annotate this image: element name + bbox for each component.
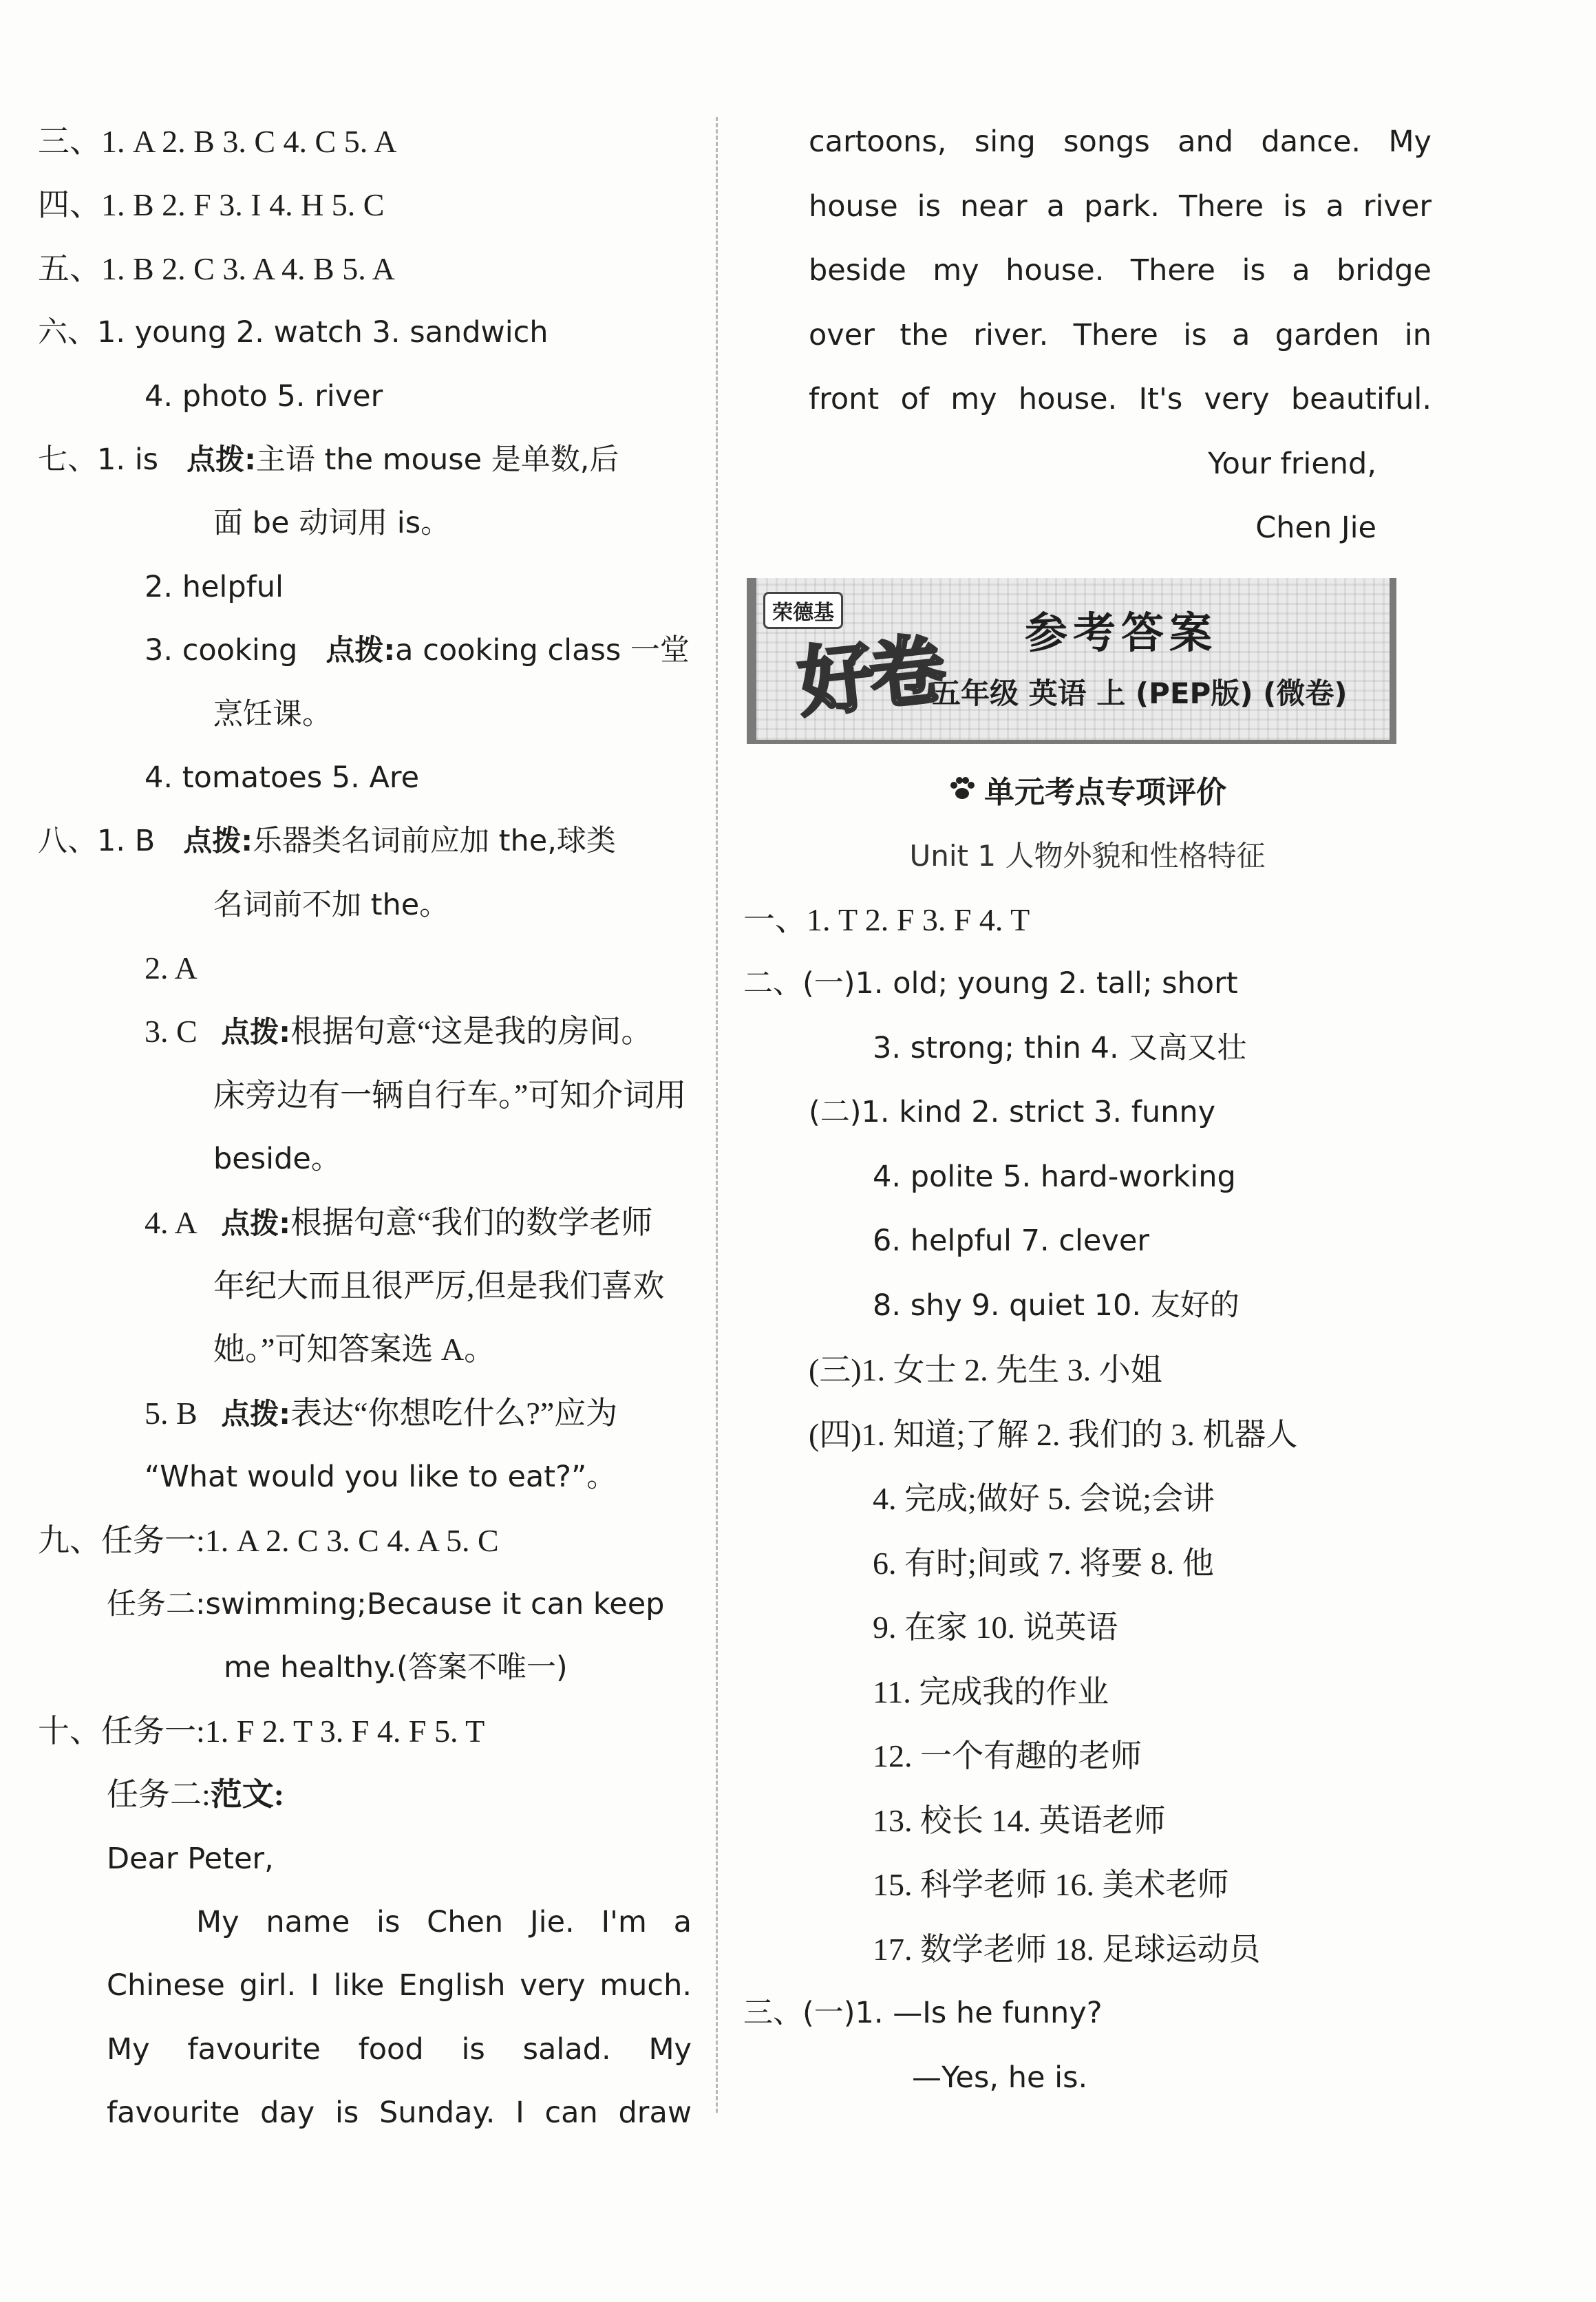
- answer-line: 17. 数学老师 18. 足球运动员: [873, 1931, 1261, 1967]
- answer-line: 8. shy 9. quiet 10. 友好的: [873, 1288, 1239, 1323]
- answer-line: 三、1. A 2. B 3. C 4. C 5. A: [38, 124, 397, 159]
- tip-text: 表达“你想吃什么?”应为: [290, 1395, 618, 1431]
- letter-closing: Your friend,: [1208, 446, 1376, 481]
- answer-line: [38, 1763, 692, 1826]
- answer-line: 2. A: [145, 950, 198, 986]
- tip-continuation: 名词前不加 the。: [213, 887, 449, 922]
- letter-line: beside my house. There is a bridge: [809, 253, 1432, 288]
- answer-line: 十、任务一:1. F 2. T 3. F 4. F 5. T: [38, 1713, 485, 1749]
- answer-line: 三、(一)1. —Is he funny?: [743, 1996, 1103, 2030]
- tip-continuation: 她。”可知答案选 A。: [213, 1332, 496, 1367]
- tip-continuation: 烹饪课。: [213, 696, 332, 732]
- tip-text: 主语 the mouse 是单数,后: [255, 442, 619, 477]
- answer-line: 15. 科学老师 16. 美术老师: [873, 1867, 1229, 1902]
- paw-icon: [948, 761, 976, 824]
- sample-label: 范文:: [210, 1777, 285, 1813]
- answer-line: [38, 1191, 692, 1255]
- letter-line: My favourite food is salad. My: [107, 2032, 692, 2067]
- section-title-text: 单元考点专项评价: [984, 774, 1226, 810]
- letter-line: house is near a park. There is a river: [809, 189, 1432, 224]
- answer-line: 6. 有时;间或 7. 将要 8. 他: [873, 1545, 1214, 1581]
- tip-label: 点拨:: [183, 824, 253, 858]
- letter-line: Chinese girl. I like English very much.: [107, 1968, 692, 2003]
- letter-signature: Chen Jie: [1255, 511, 1376, 545]
- answer-line: [38, 809, 692, 873]
- brand-logo: 好卷: [794, 624, 946, 727]
- answer-line: 4. tomatoes 5. Are: [145, 760, 420, 795]
- tip-text: 根据句意“我们的数学老师: [290, 1204, 653, 1240]
- answer-line: (二)1. kind 2. strict 3. funny: [809, 1095, 1216, 1129]
- answer-line: —Yes, he is.: [912, 2060, 1088, 2095]
- answer-line: 一、1. T 2. F 3. F 4. T: [743, 902, 1030, 937]
- letter-line: front of my house. It's very beautiful.: [809, 382, 1432, 416]
- tip-continuation: beside。: [213, 1142, 341, 1177]
- answer-text: 5. B: [145, 1395, 198, 1431]
- answer-line: 2. helpful: [145, 569, 284, 604]
- unit-title: Unit 1 人物外貌和性格特征: [909, 838, 1266, 873]
- left-column: [38, 110, 692, 2145]
- right-column: [743, 110, 1432, 2110]
- column-divider: [716, 117, 718, 2113]
- letter-line: cartoons, sing songs and dance. My: [809, 125, 1432, 159]
- tip-label: 点拨:: [187, 442, 256, 476]
- task-label: 任务二:: [107, 1777, 211, 1813]
- answer-line: 4. photo 5. river: [145, 379, 383, 414]
- answer-line: [38, 1000, 692, 1063]
- answer-line: (四)1. 知道;了解 2. 我们的 3. 机器人: [809, 1416, 1298, 1452]
- tip-text: 根据句意“这是我的房间。: [290, 1014, 653, 1049]
- tip-label: 点拨:: [221, 1206, 290, 1240]
- letter-line: over the river. There is a garden in: [809, 317, 1432, 352]
- answer-key-banner: [747, 578, 1396, 744]
- tip-text: a cooking class 一堂: [395, 633, 690, 668]
- tip-label: 点拨:: [221, 1015, 290, 1049]
- answer-line: 3. strong; thin 4. 又高又壮: [873, 1030, 1247, 1065]
- letter-line: favourite day is Sunday. I can draw: [107, 2096, 692, 2131]
- section-title: [743, 761, 1432, 824]
- answer-text: 3. cooking: [145, 633, 298, 668]
- banner-subtitle: 五年级 英语 上 (PEP版) (微卷): [932, 676, 1348, 710]
- answer-text: swimming;Because it can keep: [205, 1586, 665, 1621]
- answer-text: 4. A: [145, 1204, 198, 1240]
- answer-text: 七、1. is: [38, 442, 159, 477]
- answer-line: [38, 428, 692, 491]
- answer-line: (三)1. 女士 2. 先生 3. 小姐: [809, 1352, 1162, 1387]
- answer-line: 六、1. young 2. watch 3. sandwich: [38, 315, 549, 350]
- tip-continuation: 年纪大而且很严厉,但是我们喜欢: [213, 1268, 665, 1304]
- answer-text: 3. C: [145, 1014, 198, 1049]
- letter-greeting: Dear Peter,: [107, 1841, 274, 1876]
- letter-line: My name is Chen Jie. I'm a: [196, 1904, 692, 1939]
- brand-label: 荣德基: [763, 592, 843, 629]
- tip-label: 点拨:: [326, 633, 396, 668]
- answer-line: 12. 一个有趣的老师: [873, 1738, 1142, 1773]
- answer-line: 五、1. B 2. C 3. A 4. B 5. A: [38, 251, 395, 286]
- answer-line: 9. 在家 10. 说英语: [873, 1610, 1118, 1645]
- answer-line: [38, 619, 692, 682]
- answer-line: [38, 1382, 692, 1445]
- answer-line: 6. helpful 7. clever: [873, 1224, 1149, 1258]
- answer-line: 九、任务一:1. A 2. C 3. C 4. A 5. C: [38, 1522, 499, 1558]
- task-label: 任务二:: [107, 1586, 206, 1621]
- answer-line: 11. 完成我的作业: [873, 1674, 1109, 1709]
- tip-continuation: “What would you like to eat?”。: [145, 1460, 617, 1495]
- answer-line: 四、1. B 2. F 3. I 4. H 5. C: [38, 187, 385, 223]
- answer-continuation: me healthy.(答案不唯一): [224, 1650, 568, 1685]
- tip-label: 点拨:: [221, 1396, 290, 1431]
- tip-continuation: 床旁边有一辆自行车。”可知介词用: [213, 1077, 687, 1113]
- answer-line: 4. 完成;做好 5. 会说;会讲: [873, 1481, 1215, 1516]
- banner-title: 参考答案: [1025, 607, 1218, 658]
- answer-line: 13. 校长 14. 英语老师: [873, 1802, 1166, 1838]
- answer-line: 二、(一)1. old; young 2. tall; short: [743, 966, 1238, 1001]
- answer-text: 八、1. B: [38, 824, 156, 859]
- answer-line: [38, 1573, 692, 1636]
- tip-continuation: 面 be 动词用 is。: [213, 506, 451, 541]
- tip-text: 乐器类名词前应加 the,球类: [253, 824, 616, 859]
- answer-line: 4. polite 5. hard-working: [873, 1159, 1236, 1194]
